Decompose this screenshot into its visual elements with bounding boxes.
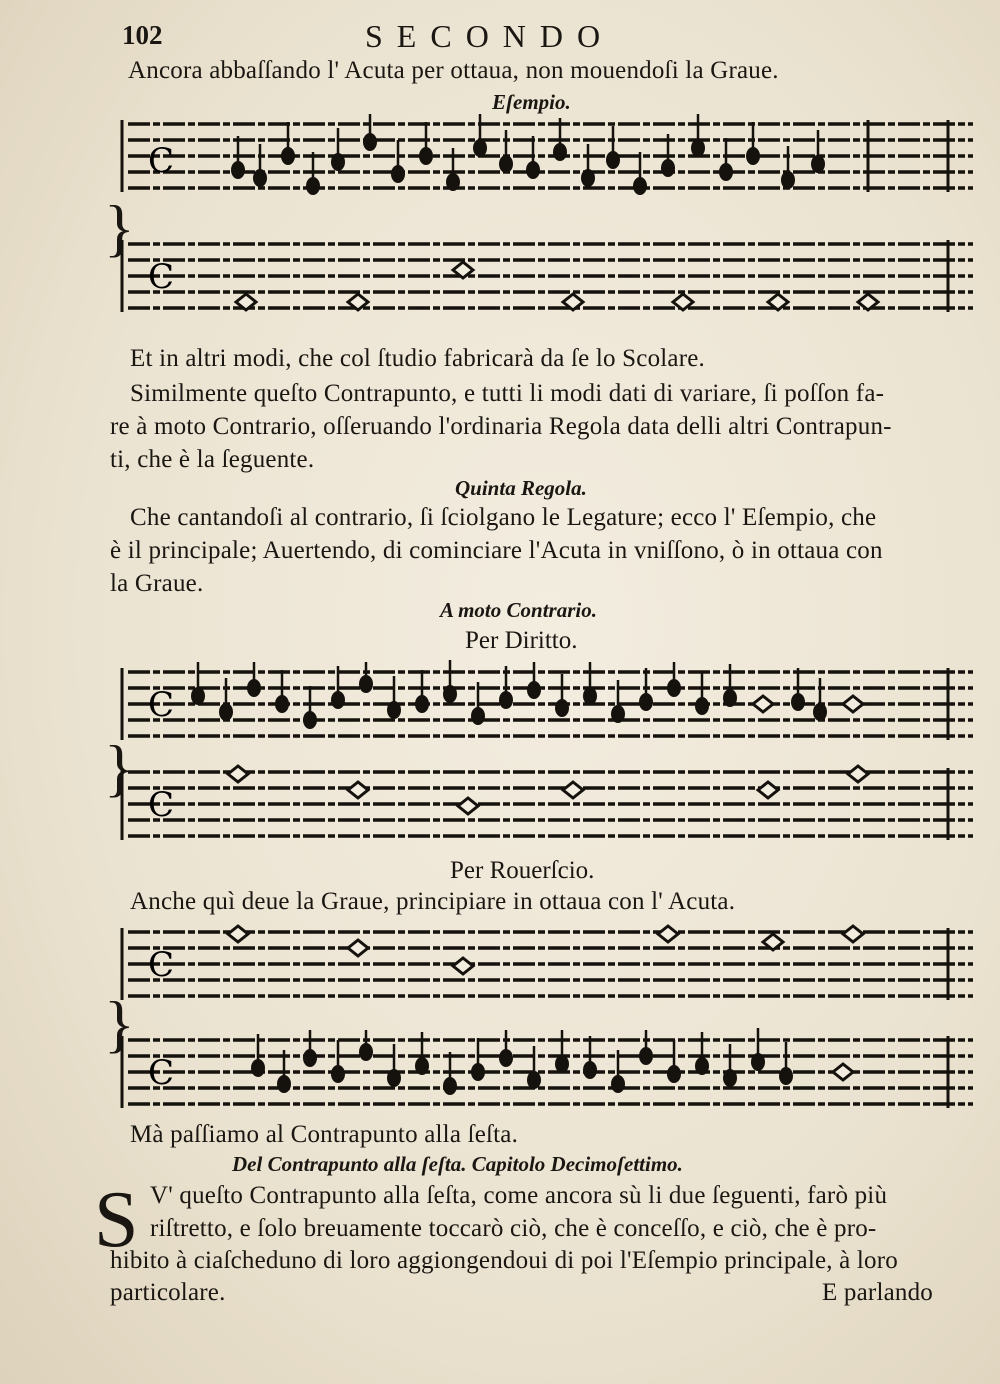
- note-head: [746, 147, 760, 165]
- note-head: [751, 1053, 765, 1071]
- note-head: [553, 143, 567, 161]
- music-staff-1-lower: [108, 232, 978, 332]
- note-head: [779, 1067, 793, 1085]
- note-head: [331, 153, 345, 171]
- text-line-13: hibito à ciaſcheduno di loro aggiongendoui di poi l'Eſempio principale, à loro: [110, 1247, 898, 1274]
- text-line-8: la Graue.: [110, 570, 204, 597]
- catchword: E parlando: [822, 1279, 933, 1306]
- text-line-10: Mà paſſiamo al Contrapunto alla ſeſta.: [130, 1121, 519, 1148]
- note-head: [363, 133, 377, 151]
- text-line-5: ti, che è la ſeguente.: [110, 446, 315, 473]
- note-head: [303, 1049, 317, 1067]
- note-head: [583, 1061, 597, 1079]
- note-head: [555, 699, 569, 717]
- note-head: [446, 173, 460, 191]
- page-number: 102: [122, 20, 163, 50]
- note-head: [191, 687, 205, 705]
- note-head: [555, 1055, 569, 1073]
- text-line-9: Anche quì deue la Graue, principiare in ottaua con l' Acuta.: [130, 888, 736, 915]
- text-line-14: particolare.: [110, 1279, 226, 1306]
- note-head: [247, 679, 261, 697]
- svg-text:C: C: [148, 257, 175, 297]
- svg-text:C: C: [148, 945, 175, 985]
- note-head: [639, 693, 653, 711]
- text-line-6: Che cantandoſi al contrario, ſi ſciolgano le Legature; ecco l' Eſempio, che: [130, 504, 877, 531]
- note-head: [219, 703, 233, 721]
- text-line-7: è il principale; Auertendo, di cominciare l'Acuta in vniſſono, ò in ottaua con: [110, 537, 883, 564]
- note-head: [443, 685, 457, 703]
- note-head: [415, 1057, 429, 1075]
- note-head: [811, 155, 825, 173]
- note-head: [499, 691, 513, 709]
- note-head: [391, 165, 405, 183]
- music-staff-2-upper: [108, 660, 978, 760]
- note-head: [667, 1065, 681, 1083]
- note-head: [723, 689, 737, 707]
- note-head: [527, 1071, 541, 1089]
- note-head: [331, 691, 345, 709]
- text-line-3: Similmente queſto Contrapunto, e tutti li modi dati di variare, ſi poſſon fa-: [130, 380, 885, 407]
- note-head: [251, 1059, 265, 1077]
- note-head: [813, 703, 827, 721]
- note-head: [277, 1075, 291, 1093]
- system-brace-2: }: [104, 732, 135, 803]
- note-head: [581, 169, 595, 187]
- note-head: [781, 171, 795, 189]
- text-line-4: re à moto Contrario, oſſeruando l'ordinaria Regola data delli altri Contrapun-: [110, 413, 892, 440]
- note-head: [583, 687, 597, 705]
- note-head: [253, 169, 267, 187]
- text-line-2: Et in altri modi, che col ſtudio fabricarà da ſe lo Scolare.: [130, 345, 705, 372]
- note-head: [667, 679, 681, 697]
- note-head: [695, 1057, 709, 1075]
- note-head: [723, 1069, 737, 1087]
- note-head: [331, 1065, 345, 1083]
- note-head: [471, 1063, 485, 1081]
- note-head: [387, 1069, 401, 1087]
- note-head: [611, 705, 625, 723]
- music-staff-3-upper: [108, 920, 978, 1020]
- running-head: SECONDO: [365, 18, 615, 54]
- label-per-rouerscio: Per Rouerſcio.: [450, 857, 595, 884]
- svg-text:C: C: [148, 141, 175, 181]
- note-head: [419, 147, 433, 165]
- note-head: [275, 695, 289, 713]
- system-brace-1: }: [104, 192, 135, 263]
- note-head: [639, 1047, 653, 1065]
- note-head: [719, 163, 733, 181]
- note-head: [695, 697, 709, 715]
- note-head: [611, 1075, 625, 1093]
- note-head: [359, 675, 373, 693]
- note-head: [415, 695, 429, 713]
- note-head: [526, 161, 540, 179]
- note-head: [306, 177, 320, 195]
- chapter-heading: Del Contrapunto alla ſeſta. Capitolo Decimoſettimo.: [232, 1152, 683, 1176]
- note-head: [303, 711, 317, 729]
- system-brace-3: }: [104, 988, 135, 1059]
- example-label: Eſempio.: [492, 90, 571, 114]
- drop-cap: S: [94, 1176, 139, 1264]
- svg-text:C: C: [148, 685, 175, 725]
- note-head: [387, 701, 401, 719]
- note-head: [499, 1049, 513, 1067]
- rule-heading: Quinta Regola.: [455, 476, 587, 500]
- text-line-11: V' queſto Contrapunto alla ſeſta, come ancora sù li due ſeguenti, farò più: [150, 1182, 888, 1209]
- music-staff-1-upper: [108, 112, 978, 222]
- note-head: [359, 1043, 373, 1061]
- note-head: [527, 681, 541, 699]
- svg-text:C: C: [148, 785, 175, 825]
- label-per-diritto: Per Diritto.: [465, 627, 578, 654]
- music-staff-2-lower: [108, 760, 978, 860]
- note-head: [499, 155, 513, 173]
- text-line-1: Ancora abbaſſando l' Acuta per ottaua, non mouendoſi la Graue.: [128, 57, 779, 84]
- example-heading-contrary: A moto Contrario.: [440, 598, 597, 622]
- note-head: [691, 139, 705, 157]
- note-head: [471, 707, 485, 725]
- svg-text:C: C: [148, 1053, 175, 1093]
- note-head: [791, 693, 805, 711]
- note-head: [231, 161, 245, 179]
- note-head: [661, 159, 675, 177]
- music-staff-3-lower: [108, 1028, 978, 1128]
- text-line-12: riſtretto, e ſolo breuamente toccarò ciò, che è conceſſo, e ciò, che è pro-: [150, 1215, 877, 1242]
- note-head: [473, 139, 487, 157]
- note-head: [606, 151, 620, 169]
- note-head: [633, 177, 647, 195]
- note-head: [281, 147, 295, 165]
- note-head: [443, 1077, 457, 1095]
